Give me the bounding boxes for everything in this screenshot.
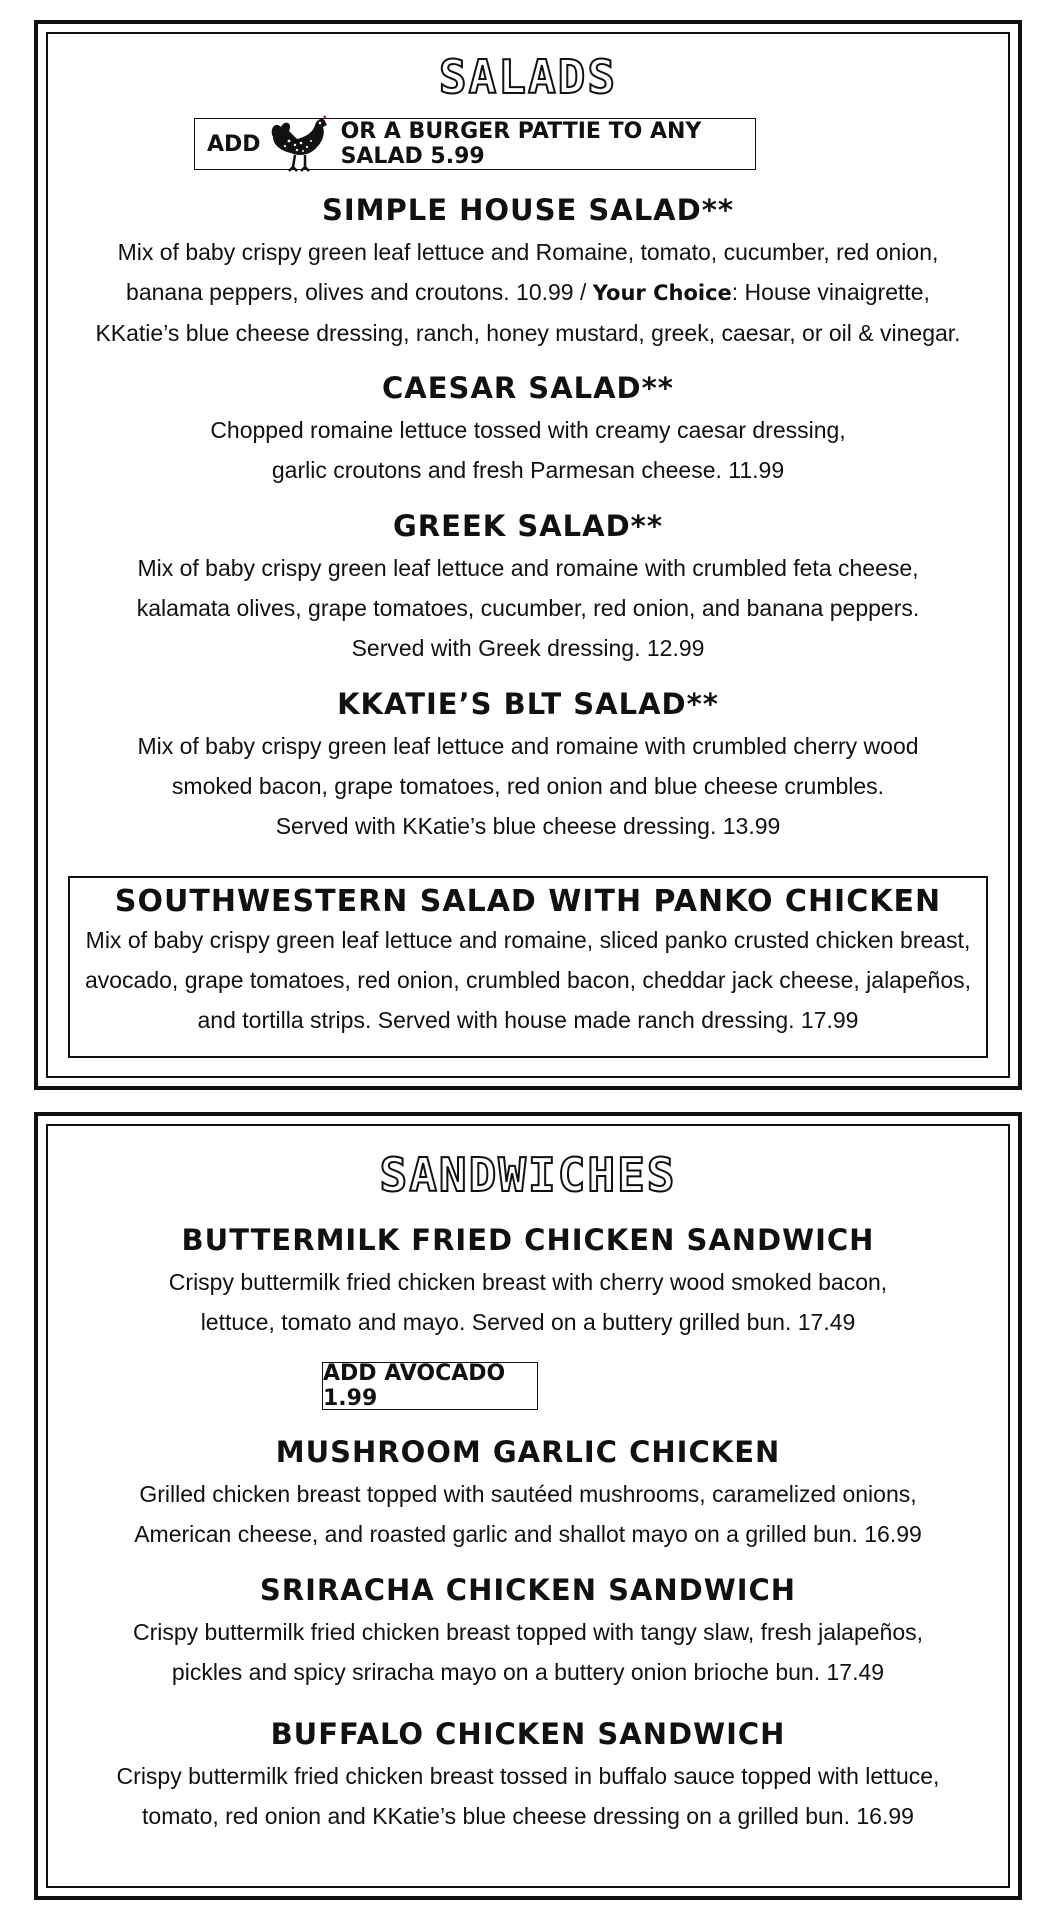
description-line: pickles and spicy sriracha mayo on a buttery onion brioche bun. 17.49 (171, 1659, 885, 1685)
avocado-addon-box (322, 1362, 538, 1410)
item-description (48, 548, 1008, 668)
item-description (70, 920, 986, 1040)
salad-addon-box (194, 118, 756, 170)
item-description (48, 726, 1008, 846)
chicken-icon (267, 115, 329, 173)
description-line: : House vinaigrette, (731, 279, 930, 305)
description-line: Served with Greek dressing. 12.99 (351, 635, 705, 661)
item-description (48, 410, 1008, 490)
menu-item-mushroom-garlic-chicken (48, 1434, 1008, 1554)
menu-item-blt-salad (48, 686, 1008, 846)
item-name: KKATIE’S BLT SALAD** (337, 687, 719, 721)
item-description (48, 1612, 1008, 1692)
description-line: Mix of baby crispy green leaf lettuce and Romaine, tomato, cucumber, red onion, (117, 239, 939, 265)
avocado-addon-label: ADD AVOCADO 1.99 (323, 1361, 506, 1411)
description-line: American cheese, and roasted garlic and shallot mayo on a grilled bun. 16.99 (134, 1521, 922, 1547)
description-line: lettuce, tomato and mayo. Served on a buttery grilled bun. 17.49 (200, 1309, 856, 1335)
your-choice-label: Your Choice (592, 281, 732, 305)
menu-item-simple-house-salad (48, 192, 1008, 353)
description-line: tomato, red onion and KKatie’s blue cheese dressing on a grilled bun. 16.99 (142, 1803, 914, 1829)
item-description (48, 232, 1008, 353)
menu-item-greek-salad (48, 508, 1008, 668)
menu-item-caesar-salad (48, 370, 1008, 490)
menu-item-buttermilk-fried-chicken-sandwich (48, 1222, 1008, 1342)
description-line: KKatie’s blue cheese dressing, ranch, honey mustard, greek, caesar, or oil & vinegar. (95, 320, 961, 346)
item-description (48, 1474, 1008, 1554)
salad-addon-suffix: OR A BURGER PATTIE TO ANY SALAD 5.99 (340, 119, 702, 169)
description-line: and tortilla strips. Served with house made ranch dressing. 17.99 (197, 1007, 859, 1033)
sandwiches-panel-inner-border (46, 1124, 1010, 1888)
description-line: smoked bacon, grape tomatoes, red onion and blue cheese crumbles. (171, 773, 885, 799)
item-name: GREEK SALAD** (393, 509, 663, 543)
description-line: Crispy buttermilk fried chicken breast tossed in buffalo sauce topped with lettuce, (116, 1763, 940, 1789)
item-name: SRIRACHA CHICKEN SANDWICH (259, 1573, 797, 1607)
description-line: avocado, grape tomatoes, red onion, crumbled bacon, cheddar jack cheese, jalapeños, (84, 967, 972, 993)
menu-item-buffalo-chicken-sandwich (48, 1716, 1008, 1836)
sandwiches-title: SANDWICHES (379, 1148, 677, 1202)
item-description (48, 1756, 1008, 1836)
item-name: SOUTHWESTERN SALAD WITH PANKO CHICKEN (114, 884, 942, 919)
menu-item-southwestern-salad (68, 876, 988, 1058)
item-name: BUTTERMILK FRIED CHICKEN SANDWICH (181, 1223, 875, 1257)
description-line: Grilled chicken breast topped with sautéed mushrooms, caramelized onions, (139, 1481, 917, 1507)
description-line: kalamata olives, grape tomatoes, cucumber, red onion, and banana peppers. (136, 595, 920, 621)
description-line: Crispy buttermilk fried chicken breast with cherry wood smoked bacon, (168, 1269, 888, 1295)
description-line: Mix of baby crispy green leaf lettuce and romaine, sliced panko crusted chicken breast, (85, 927, 971, 953)
description-line: Served with KKatie’s blue cheese dressing. 13.99 (275, 813, 781, 839)
item-name: BUFFALO CHICKEN SANDWICH (270, 1717, 786, 1751)
salads-panel (34, 20, 1022, 1090)
salads-title: SALADS (438, 50, 618, 104)
description-line: Crispy buttermilk fried chicken breast topped with tangy slaw, fresh jalapeños, (132, 1619, 924, 1645)
description-line: banana peppers, olives and croutons. 10.99 / (126, 279, 587, 305)
description-line: Chopped romaine lettuce tossed with creamy caesar dressing, (210, 417, 846, 443)
menu-item-sriracha-chicken-sandwich (48, 1572, 1008, 1692)
item-description (48, 1262, 1008, 1342)
sandwiches-panel (34, 1112, 1022, 1900)
salad-addon-prefix: ADD (207, 131, 261, 157)
item-name: CAESAR SALAD** (382, 371, 674, 405)
item-name: SIMPLE HOUSE SALAD** (321, 193, 735, 227)
item-name: MUSHROOM GARLIC CHICKEN (275, 1435, 781, 1469)
description-line: garlic croutons and fresh Parmesan cheese. 11.99 (271, 457, 785, 483)
description-line: Mix of baby crispy green leaf lettuce and romaine with crumbled cherry wood (137, 733, 919, 759)
salads-panel-inner-border (46, 32, 1010, 1078)
description-line: Mix of baby crispy green leaf lettuce and romaine with crumbled feta cheese, (137, 555, 919, 581)
